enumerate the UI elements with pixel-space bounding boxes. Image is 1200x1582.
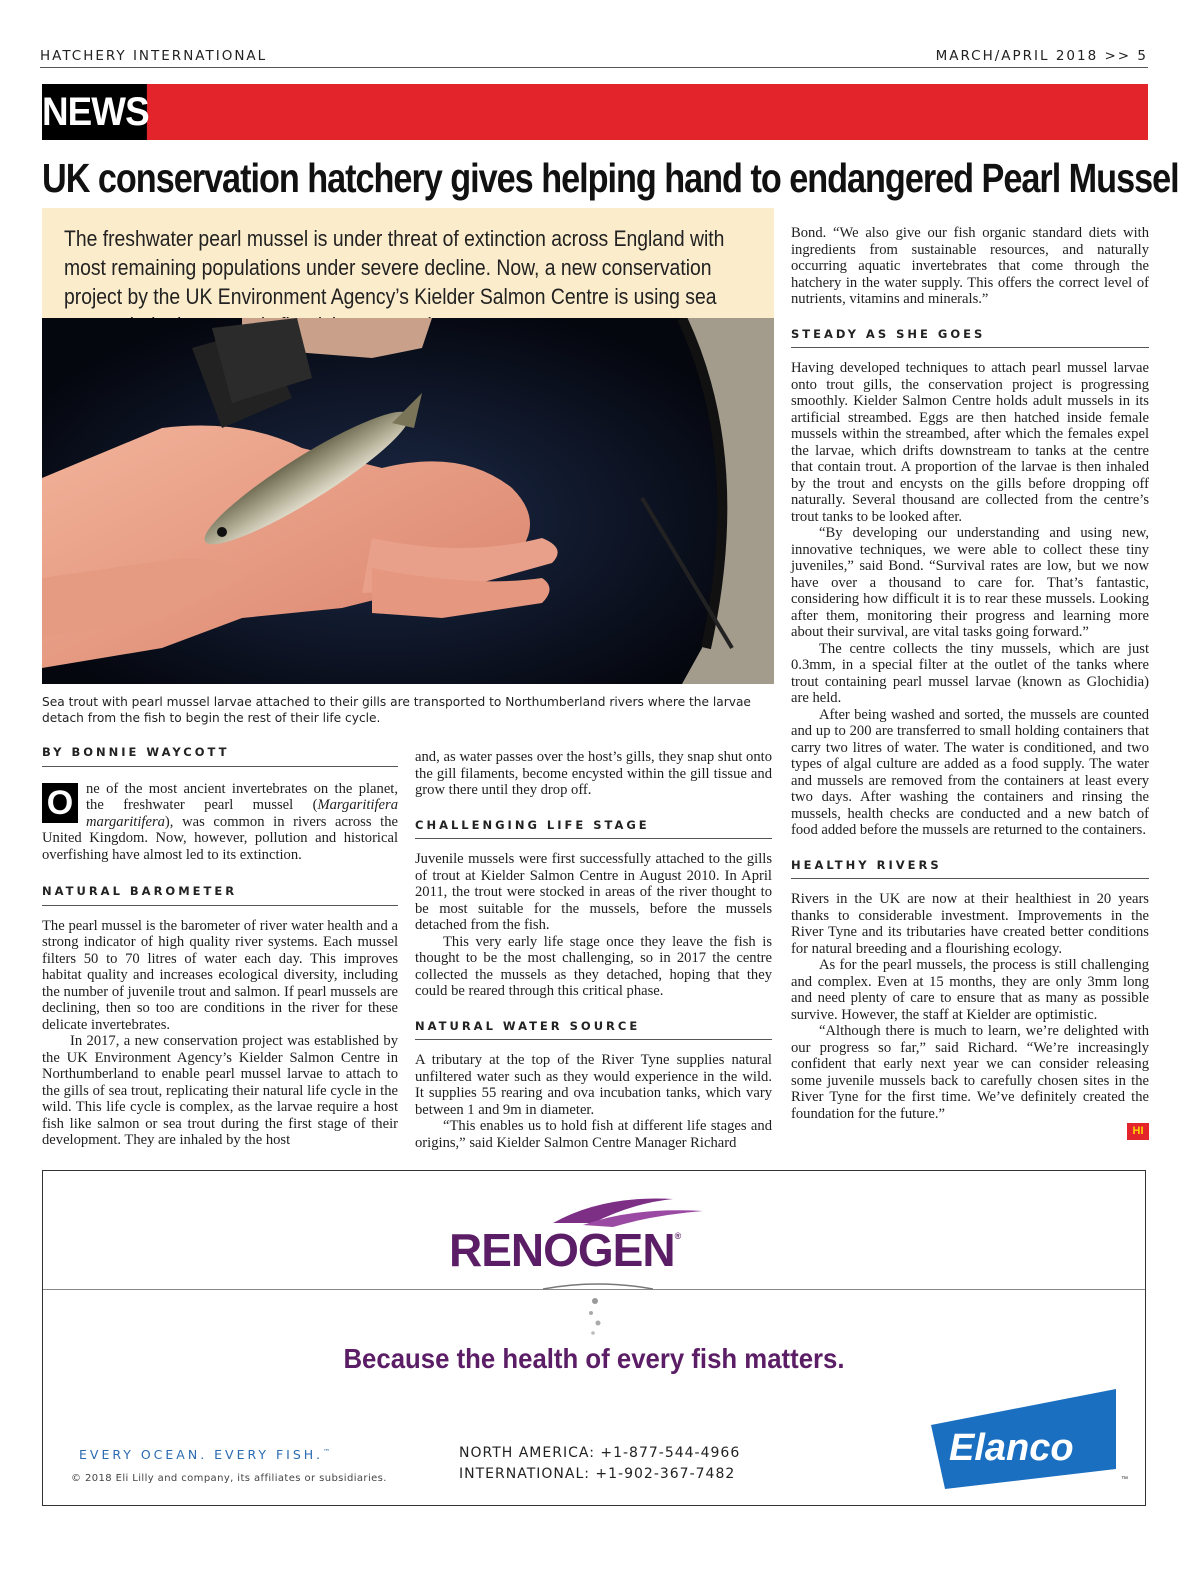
paragraph: “By developing our understanding and using new, innovative techniques, we were able to collect these tiny juveniles,” said Bond. “Survival rates are low, but we now have over a thousand to care for. That’s fantastic, considering how difficult it is to rear these mussels. Looking after them, monitoring their progress and learning more about their survival, are vital tasks going forward.”	[791, 525, 1149, 640]
paragraph: A tributary at the top of the River Tyne supplies natural unfiltered water such as they would experience in the wild. It supplies 55 rearing and ova incubation tanks, which vary between 1 and 9m in diameter.	[415, 1052, 772, 1118]
paragraph: In 2017, a new conservation project was established by the UK Environment Agency’s Kielder Salmon Centre in Northumberland to enable pearl mussel larvae to attach to the gills of sea trout, replicating their natural life cycle in the wild. This life cycle is complex, as the larvae require a host fish like salmon or sea trout during the first stage of their development. They are inhaled by the host	[42, 1033, 398, 1148]
paragraph: “This enables us to hold fish at different life stages and origins,” said Kielder Salmon Centre Manager Richard	[415, 1118, 772, 1151]
trout-in-hands-illustration	[42, 318, 774, 684]
standfirst-text: The freshwater pearl mussel is under threat of extinction across England with most remaining populations under severe decline. Now, a new conservation project by the UK Environment Agency’s Kielder Salmon Centre is using sea	[64, 226, 725, 309]
photo-caption: Sea trout with pearl mussel larvae attached to their gills are transported to Northumberland rivers where the larvae detach from the fish to begin the rest of their life cycle.	[42, 695, 751, 725]
intro-paragraph: O ne of the most ancient invertebrates on the planet, the freshwater pearl mussel (Margaritifera margaritifera), was common in rivers across the United Kingdom. Now, however, pollution and historical overfishing have almost led to its extinction.	[42, 780, 398, 863]
byline: BY BONNIE WAYCOTT	[42, 744, 398, 767]
end-mark-row	[791, 1122, 1149, 1140]
paragraph: The centre collects the tiny mussels, which are just 0.3mm, in a special filter at the outlet of the tanks where trout containing pearl mussel larvae (known as Glochidia) are held.	[791, 640, 1149, 706]
issue-page-number: MARCH/APRIL 2018 >> 5	[935, 48, 1148, 64]
paragraph: “Although there is much to learn, we’re delighted with our progress so far,” said Richard. “We’re increasingly confident that early next year we can consider releasing some juvenile mussels back to carefully chosen sites in the River Tyne for the first time. We’ve definitely created the foundation for the future.”	[791, 1023, 1149, 1122]
heading-challenging-life-stage: CHALLENGING LIFE STAGE	[415, 817, 772, 840]
heading-steady-as-she-goes: STEADY AS SHE GOES	[791, 326, 1149, 349]
news-section-label: NEWS	[42, 84, 147, 140]
phone-international[interactable]: INTERNATIONAL: +1-902-367-7482	[459, 1466, 736, 1482]
species-name: Margaritifera margaritifera	[86, 797, 398, 830]
hi-end-mark-icon: HI	[1127, 1123, 1149, 1140]
heading-natural-barometer: NATURAL BAROMETER	[42, 883, 398, 906]
renogen-advertisement[interactable]	[42, 1170, 1146, 1506]
news-section-bar	[42, 84, 1148, 140]
paragraph: This very early life stage once they leave the fish is thought to be the most challenging, so in 2017 the centre collected the mussels as they detached, hoping that they could be reared through this critical phase.	[415, 933, 772, 999]
heading-natural-water-source: NATURAL WATER SOURCE	[415, 1018, 772, 1041]
column-3	[791, 225, 1149, 1140]
paragraph: After being washed and sorted, the mussels are counted and up to 200 are transferred to small holding containers that carry two litres of water. The water is conditioned, and two types of algal culture are added as a food supply. The water and mussels are removed from the containers at least every two days. After washing the containers and rinsing the mussels, health checks are conducted and a new batch of food added before the mussels are returned to the containers.	[791, 706, 1149, 838]
paragraph: Juvenile mussels were first successfully attached to the gills of trout at Kielder Salmon Centre in August 2010. In April 2011, the trout were stocked in areas of the river thought to be most suitable for the mussels, before the mussels detached from the fish.	[415, 851, 772, 933]
ad-slogan: EVERY OCEAN. EVERY FISH.™	[79, 1447, 330, 1462]
renogen-logo: RENOGEN®	[449, 1224, 681, 1276]
running-head	[40, 48, 1148, 68]
article-photo	[42, 318, 774, 684]
drop-cap: O	[42, 783, 78, 823]
heading-healthy-rivers: HEALTHY RIVERS	[791, 857, 1149, 880]
paragraph: and, as water passes over the host’s gills, they snap shut onto the gill filaments, become encysted within the gill tissue and grow there until they drop off.	[415, 749, 772, 798]
paragraph: Having developed techniques to attach pearl mussel larvae onto trout gills, the conservation project is progressing smoothly. Kielder Salmon Centre holds adult mussels in its artificial streambed. Eggs are then hatched inside female mussels within the streambed, after which the females expel the larvae, which drifts downstream to tanks at the centre that contain trout. A proportion of the larvae is then inhaled by the trout and encysts on the gills before dropping off naturally. Several thousand are collected from the centre’s trout tanks to be looked after.	[791, 360, 1149, 525]
paragraph: The pearl mussel is the barometer of river water health and a strong indicator of high quality river systems. Each mussel filters 50 to 70 litres of water each day. This improves habitat quality and increases ecological diversity, including the number of juvenile trout and salmon. If pearl mussels are declining, then so too are conditions in the river for these delicate invertebrates.	[42, 917, 398, 1033]
column-2	[415, 749, 772, 1151]
phone-north-america[interactable]: NORTH AMERICA: +1-877-544-4966	[459, 1445, 741, 1461]
elanco-logo-icon	[931, 1389, 1143, 1489]
publication-name: HATCHERY INTERNATIONAL	[40, 48, 268, 64]
paragraph: Rivers in the UK are now at their healthiest in 20 years thanks to considerable investment. Improvements in the River Tyne and its tributaries have created better conditions for natural breeding and a flourishing ecology.	[791, 891, 1149, 957]
ad-tagline: Because the health of every fish matters.	[343, 1343, 845, 1374]
paragraph: Bond. “We also give our fish organic standard diets with ingredients from sustainable resources, and naturally occurring aquatic invertebrates that come through the hatchery in the water supply. This offers the correct level of nutrients, vitamins and minerals.”	[791, 225, 1149, 307]
ad-copyright: © 2018 Eli Lilly and company, its affiliates or subsidiaries.	[71, 1473, 387, 1484]
column-1	[42, 744, 398, 1149]
standfirst-box	[42, 208, 774, 318]
paragraph: As for the pearl mussels, the process is still challenging and complex. Even at 15 months, they are only 3mm long and need plenty of care to ensure that as many as possible survive. However, the staff at Kielder are optimistic.	[791, 957, 1149, 1023]
water-droplets-icon	[543, 1279, 653, 1339]
elanco-wordmark: Elanco	[949, 1427, 1074, 1469]
elanco-trademark: ™	[1121, 1476, 1128, 1483]
article-headline: UK conservation hatchery gives helping hand to endangered Pearl Mussel	[42, 155, 1179, 201]
